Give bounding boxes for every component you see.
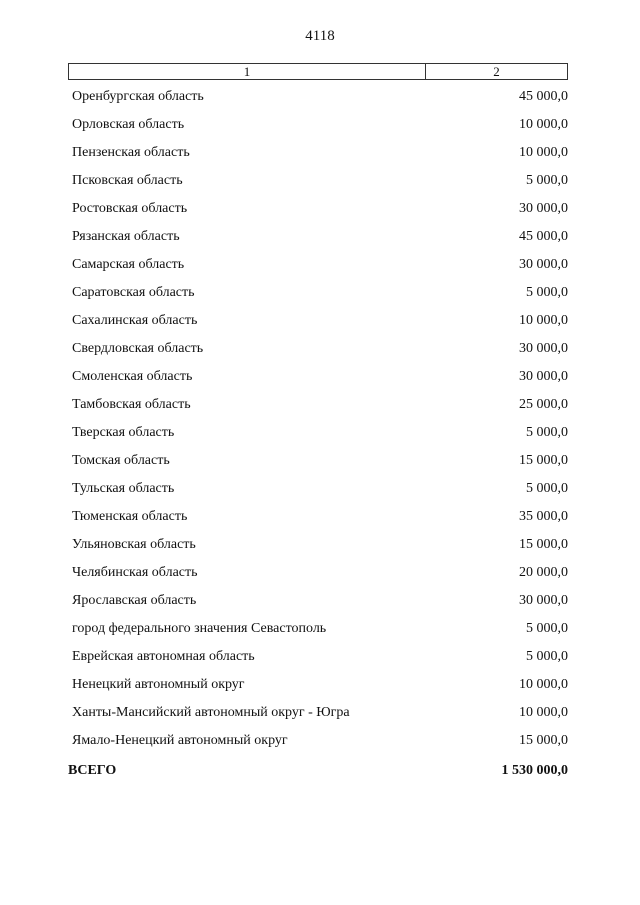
region-value: 25 000,0 [519,397,568,412]
table-row [72,531,568,559]
region-name: Ненецкий автономный округ [72,677,245,692]
region-value: 10 000,0 [519,705,568,720]
table-row [72,83,568,111]
region-value: 30 000,0 [519,257,568,272]
region-value: 45 000,0 [519,229,568,244]
table-row [72,475,568,503]
region-name: Свердловская область [72,341,204,356]
table-row [72,643,568,671]
region-value: 5 000,0 [526,173,568,188]
table-row [72,223,568,251]
region-value: 5 000,0 [526,285,568,300]
table-row [72,307,568,335]
table-row [72,167,568,195]
region-value: 15 000,0 [519,537,568,552]
region-value: 5 000,0 [526,649,568,664]
region-name: Тверская область [72,425,175,440]
region-value: 10 000,0 [519,145,568,160]
region-value: 30 000,0 [519,593,568,608]
region-value: 30 000,0 [519,369,568,384]
region-name: Тюменская область [72,509,188,524]
table-row [72,503,568,531]
column-header-1: 1 [69,64,426,79]
table-row [72,195,568,223]
region-name: Челябинская область [72,565,198,580]
region-value: 5 000,0 [526,481,568,496]
table-body [72,83,568,755]
region-value: 30 000,0 [519,341,568,356]
region-value: 5 000,0 [526,621,568,636]
region-name: Саратовская область [72,285,195,300]
table-row [72,251,568,279]
region-name: Рязанская область [72,229,180,244]
region-value: 35 000,0 [519,509,568,524]
region-name: Смоленская область [72,369,193,384]
region-value: 5 000,0 [526,425,568,440]
table-row [72,727,568,755]
table-row [72,111,568,139]
table-row [72,335,568,363]
region-name: город федерального значения Севастополь [72,621,327,636]
table-row [72,363,568,391]
region-name: Тульская область [72,481,175,496]
region-name: Ульяновская область [72,537,196,552]
table-row [72,139,568,167]
region-name: Ярославская область [72,593,197,608]
region-name: Ханты-Мансийский автономный округ - Югра [72,705,350,720]
table-row [72,671,568,699]
table-row [72,447,568,475]
page-number: 4118 [305,28,335,44]
region-value: 10 000,0 [519,677,568,692]
table-header [68,63,568,80]
region-value: 10 000,0 [519,313,568,328]
region-value: 15 000,0 [519,453,568,468]
table-row [72,587,568,615]
table-row [72,615,568,643]
table-row [72,559,568,587]
region-value: 20 000,0 [519,565,568,580]
region-name: Еврейская автономная область [72,649,255,664]
region-name: Томская область [72,453,170,468]
region-name: Самарская область [72,257,185,272]
region-name: Ростовская область [72,201,188,216]
region-value: 10 000,0 [519,117,568,132]
region-value: 45 000,0 [519,89,568,104]
region-value: 30 000,0 [519,201,568,216]
column-header-2: 2 [493,64,500,79]
total-label: ВСЕГО [68,763,117,778]
region-name: Пензенская область [72,145,190,160]
region-name: Тамбовская область [72,397,191,412]
table-row [72,391,568,419]
table-row [72,279,568,307]
region-name: Ямало-Ненецкий автономный округ [72,733,288,748]
total-row [68,758,568,784]
total-value: 1 530 000,0 [501,763,568,778]
table-row [72,699,568,727]
region-name: Сахалинская область [72,313,198,328]
region-value: 15 000,0 [519,733,568,748]
region-name: Псковская область [72,173,183,188]
region-name: Орловская область [72,117,185,132]
region-name: Оренбургская область [72,89,204,104]
table-row [72,419,568,447]
